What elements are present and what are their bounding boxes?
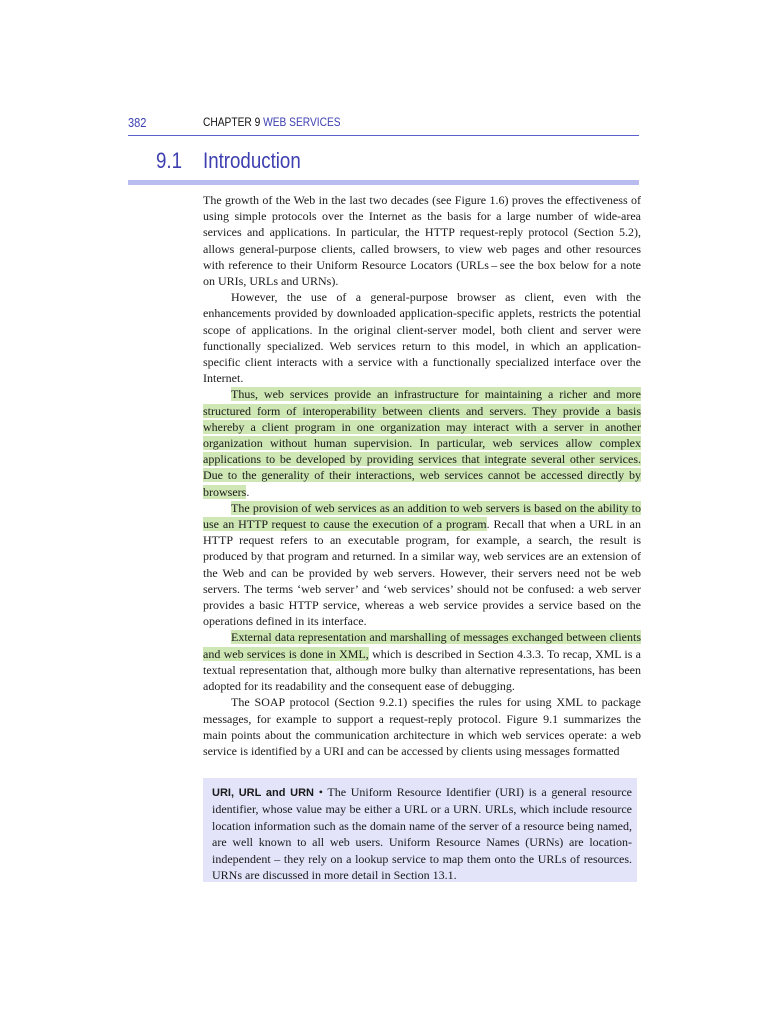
paragraph-5-rest: which is described in Section 4.3.3. To recap, XML is a textual representation that, although more bulky than alternative representations, has been adopted for its readability and the consequent ease of debugging.	[203, 646, 642, 694]
paragraph-6: The SOAP protocol (Section 9.2.1) specifies the rules for using XML to package messages, for example to support a request-reply protocol. Figure 9.1 summarizes the main points about the communication architecture in which web services operate: a web service is identified by a URI and can be accessed by clients using messages formatted	[203, 695, 641, 758]
highlight-5: External data representation and marshalling of messages exchanged between clients and web services is done in XML,	[203, 630, 641, 661]
highlight-4: The provision of web services as an addition to web servers is based on the ability to use an HTTP request to cause the execution of a program	[203, 500, 641, 532]
paragraph-2: However, the use of a general-purpose browser as client, even with the enhancements provided by downloaded application-specific applets, restricts the potential scope of applications. In the original client-server model, both client and server were functionally specialized. Web services return to this model, in which an application-specific client interacts with a service with a functionally specialized interface over the Internet.	[203, 290, 641, 386]
paragraph-1: The growth of the Web in the last two decades (see Figure 1.6) proves the effectiveness of using simple protocols over the Internet as the basis for a large number of wide-area services and applications. In particular, the HTTP request-reply protocol (Section 5.2), allows general-purpose clients, called browsers, to view web pages and other resources with reference to their Uniform Resource Locators (URLs – see the box below for a note on URIs, URLs and URNs).	[203, 193, 641, 289]
page-number: 382	[128, 115, 147, 130]
section-number: 9.1	[156, 148, 183, 173]
uri-url-urn-box	[203, 778, 637, 882]
chapter-heading	[203, 115, 341, 129]
paragraph-5	[203, 629, 641, 694]
chapter-label: CHAPTER 9	[203, 115, 261, 129]
paragraph-4	[203, 500, 641, 630]
running-header	[128, 115, 639, 136]
box-bullet: •	[318, 785, 323, 799]
body-text	[203, 192, 641, 759]
section-heading	[128, 146, 639, 185]
highlight-3: Thus, web services provide an infrastructure for maintaining a richer and more structured form of interoperability between clients and servers. They provide a basis whereby a client program in one organization may interact with a server in another organization without human supervision. In particular, web services allow complex applications to be developed by providing services that integrate several other services. Due to the generality of their interactions, web services cannot be accessed directly by browsers	[203, 387, 641, 499]
paragraph-3	[203, 386, 641, 499]
paragraph-3-end: .	[246, 484, 250, 499]
box-body: The Uniform Resource Identifier (URI) is a general resource identifier, whose value may be either a URL or a URN. URLs, which include resource location information such as the domain name of the server of a resource being named, are well known to all web users. Uniform Resource Names (URNs) are location-independent – they rely on a lookup service to map them onto the URLs of resources. URNs are discussed in more detail in Section 13.1.	[212, 785, 632, 883]
chapter-title: WEB SERVICES	[263, 115, 341, 129]
section-title: Introduction	[203, 148, 301, 173]
box-label: URI, URL and URN	[212, 787, 314, 799]
box-text	[212, 784, 632, 883]
paragraph-4-rest: . Recall that when a URL in an HTTP request refers to an executable program, for example, a search, the result is produced by that program and returned. In a similar way, web services are an extension of the Web and can be provided by web servers. However, their servers need not be web servers. The terms ‘web server’ and ‘web services’ should not be confused: a web server provides a basic HTTP service, whereas a web service provides a service based on the operations defined in its interface.	[203, 517, 642, 629]
